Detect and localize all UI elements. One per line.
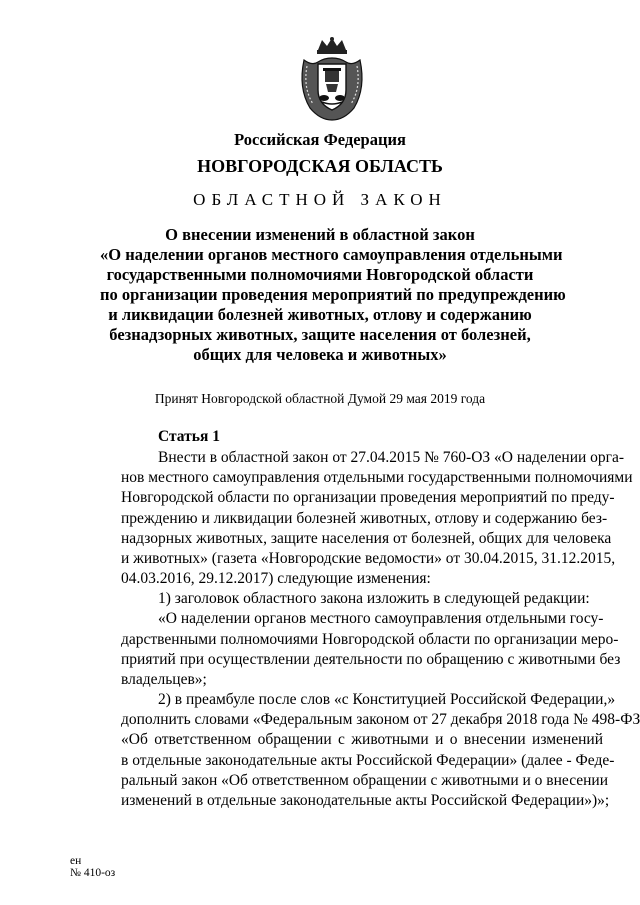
body-line: изменений в отдельные законодательные акты Российской Федерации»)»; [121,792,610,809]
body-line: 2) в преамбуле после слов «с Конституцией Российской Федерации,» [158,691,616,708]
document-footer [70,855,115,879]
region-heading: НОВГОРОДСКАЯ ОБЛАСТЬ [197,156,443,176]
footer-number: № 410-оз [70,867,116,879]
body-line: приятий при осуществлении деятельности по обращению с животными без [121,651,621,668]
body-line: и животных» (газета «Новгородские ведомости» от 30.04.2015, 31.12.2015, [121,550,616,567]
body-line: 04.03.2016, 29.12.2017) следующие изменения: [121,570,431,587]
body-line: «О наделении органов местного самоуправления отдельными госу- [158,610,604,627]
body-line: владельцев»; [121,671,207,688]
body-line: дарственными полномочиями Новгородской области по организации меро- [121,631,619,648]
body-line: нов местного самоуправления отдельными государственными полномочиями [121,469,633,486]
body-line: в отдельные законодательные акты Российской Федерации» (далее - Феде- [121,752,615,769]
body-line: 1) заголовок областного закона изложить в следующей редакции: [158,590,590,607]
title-line: безнадзорных животных, защите населения от болезней, [109,325,531,344]
title-line: по организации проведения мероприятий по предупреждению [100,285,566,304]
body-line: преждению и ликвидации болезней животных, отлову и содержанию без- [121,510,608,527]
body-line: дополнить словами «Федеральным законом от 27 декабря 2018 года № 498-ФЗ [121,711,640,728]
title-line: государственными полномочиями Новгородской области [106,265,534,284]
body-line: Внести в областной закон от 27.04.2015 № 760-ОЗ «О наделении орга- [158,449,625,466]
body-line: надзорных животных, защите населения от болезней, общих для человека [121,530,612,547]
adoption-note: Принят Новгородской областной Думой 29 мая 2019 года [154,391,486,406]
title-line: общих для человека и животных» [193,345,447,364]
body-line: ральный закон «Об ответственном обращении с животными и о внесении [121,772,609,789]
document-type-heading: ОБЛАСТНОЙ ЗАКОН [193,190,447,209]
article-heading: Статья 1 [158,428,220,445]
coat-of-arms-emblem [296,36,368,122]
country-heading: Российская Федерация [234,130,406,149]
title-line: и ликвидации болезней животных, отлову и содержанию [108,305,532,324]
body-line: «Об ответственном обращении с животными и о внесении изменений [121,731,603,748]
title-line: «О наделении органов местного самоуправления отдельными [100,245,563,264]
title-line: О внесении изменений в областной закон [165,225,475,244]
law-title [100,225,566,365]
footer-initials: ен [70,855,82,867]
body-line: Новгородской области по организации проведения мероприятий по преду- [121,489,615,506]
